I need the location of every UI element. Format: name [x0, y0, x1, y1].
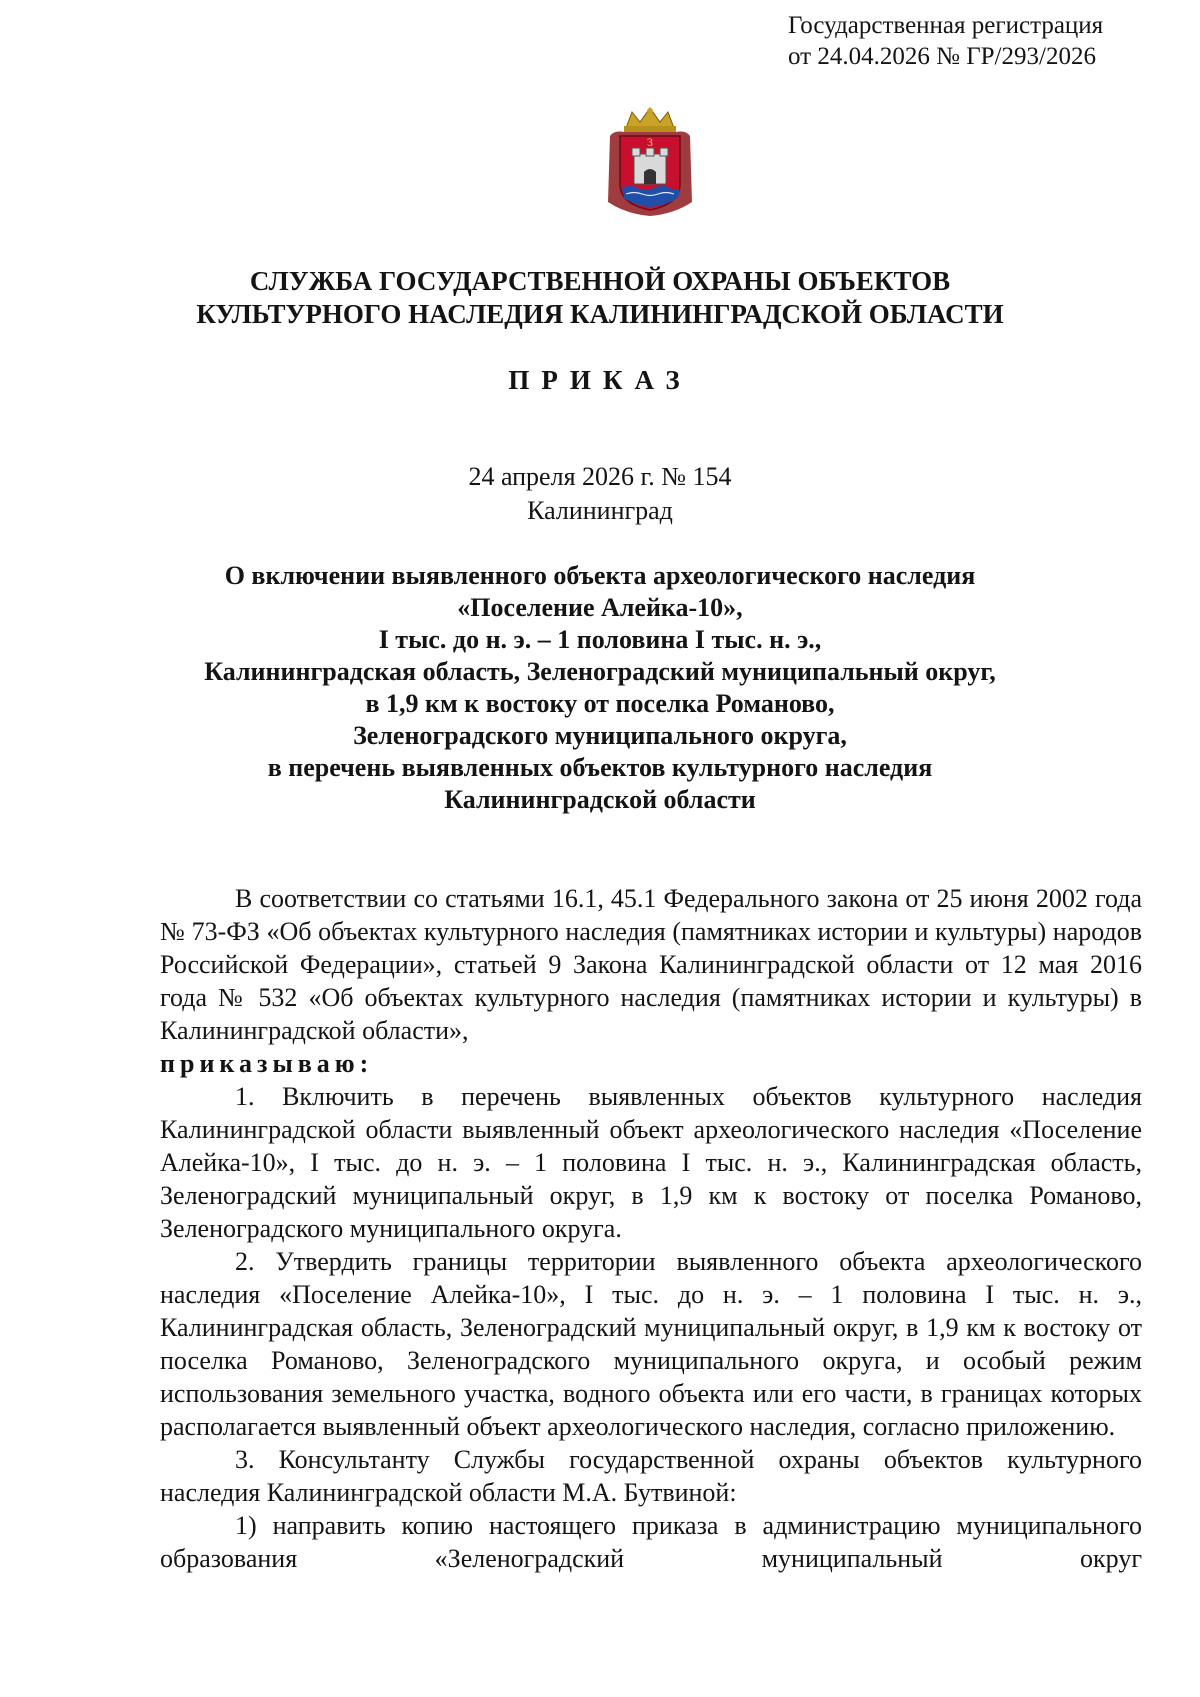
order-subject [150, 560, 1050, 816]
organization-title-line-2: КУЛЬТУРНОГО НАСЛЕДИЯ КАЛИНИНГРАДСКОЙ ОБЛАСТИ [196, 299, 1004, 329]
order-item-1: 1. Включить в перечень выявленных объектов культурного наследия Калининградской области выявленный объект археологического наследия «Поселение Алейка-10», I тыс. до н. э. – 1 половина I тыс. н. э., Калининградская область, Зеленоградский муниципальный округ, в 1,9 км к востоку от поселка Романово, Зеленоградского муниципального округа. [160, 1082, 1142, 1243]
registration-line-1: Государственная регистрация [788, 12, 1104, 39]
organization-title-line-1: СЛУЖБА ГОСУДАРСТВЕННОЙ ОХРАНЫ ОБЪЕКТОВ [249, 266, 951, 296]
registration-stamp [788, 10, 1188, 72]
subject-line: «Поселение Алейка-10», [457, 593, 743, 622]
date-and-place [0, 460, 1200, 528]
subject-line: Зеленоградского муниципального округа, [353, 721, 847, 750]
subject-line: О включении выявленного объекта археологического наследия [224, 561, 976, 590]
subject-line: в перечень выявленных объектов культурного наследия [267, 753, 933, 782]
organization-title [0, 265, 1200, 331]
document-type: ПРИКАЗ [508, 365, 692, 395]
order-item-2: 2. Утвердить границы территории выявленного объекта археологического наследия «Поселение Алейка-10», I тыс. до н. э. – 1 половина I тыс. н. э., Калининградская область, Зеленоградский муниципальный округ, в 1,9 км к востоку от поселка Романово, Зеленоградского муниципального округа, и особый режим использования земельного участка, водного объекта или его части, в границах которых располагается выявленный объект археологического наследия, согласно приложению. [160, 1247, 1142, 1441]
svg-text:З: З [646, 138, 654, 149]
date-number: 24 апреля 2026 г. № 154 [468, 462, 732, 491]
subject-line: I тыс. до н. э. – 1 половина I тыс. н. э., [378, 625, 822, 654]
coat-of-arms-icon [604, 106, 696, 218]
order-item-3-subitem-1: 1) направить копию настоящего приказа в администрацию муниципального образования «Зеленоградский муниципальный округ [160, 1511, 1142, 1573]
subject-line: Калининградская область, Зеленоградский муниципальный округ, [204, 657, 996, 686]
order-item-3: 3. Консультанту Службы государственной охраны объектов культурного наследия Калининградской области М.А. Бутвиной: [160, 1445, 1142, 1507]
kaliningrad-coat-of-arms-icon [604, 106, 696, 218]
preamble-text: В соответствии со статьями 16.1, 45.1 Федерального закона от 25 июня 2002 года № 73-ФЗ «Об объектах культурного наследия (памятниках истории и культуры) народов Российской Федерации», статьей 9 Закона Калининградской области от 12 мая 2016 года № 532 «Об объектах культурного наследия (памятниках истории и культуры) в Калининградской области», [160, 884, 1142, 1045]
order-body [160, 882, 1142, 1575]
registration-line-2: от 24.04.2026 № ГР/293/2026 [788, 43, 1096, 70]
city: Калининград [527, 496, 673, 525]
subject-line: в 1,9 км к востоку от поселка Романово, [365, 689, 835, 718]
subject-line: Калининградской области [444, 785, 756, 814]
order-word: приказываю: [160, 1049, 374, 1078]
preamble-paragraph [160, 882, 1142, 1047]
